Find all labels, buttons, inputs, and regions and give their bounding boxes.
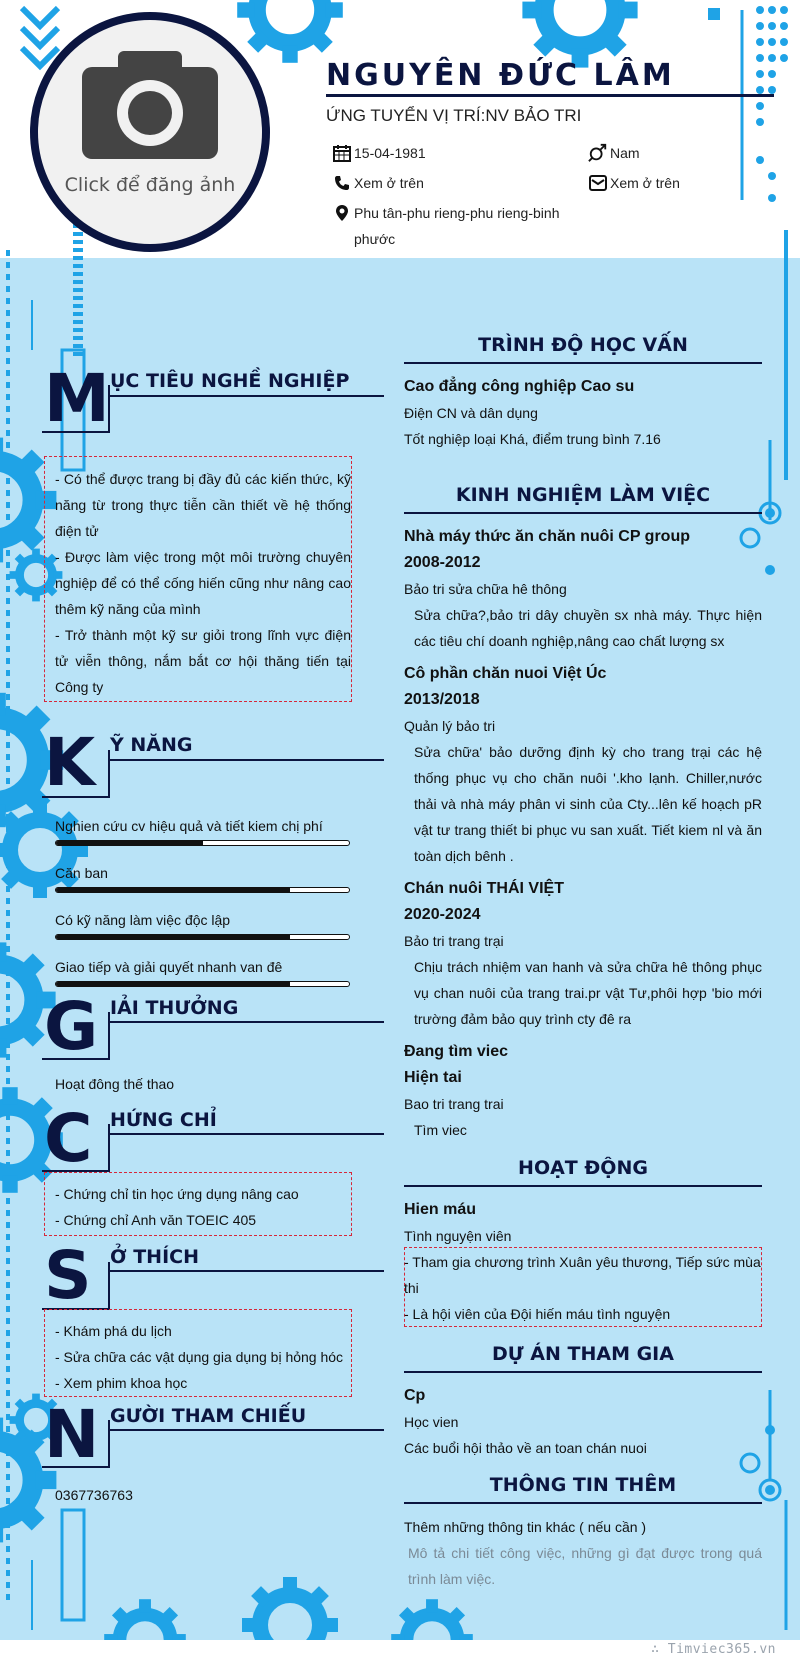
certificates-rule (110, 1133, 384, 1135)
job-company: Chán nuôi THÁI VIỆT (404, 880, 564, 897)
experience-job (404, 524, 762, 654)
skill-name: Căn ban (55, 865, 108, 881)
activities-title: HOẠT ĐỘNG (518, 1157, 648, 1179)
location-pin-icon (332, 200, 352, 226)
avatar-upload[interactable] (30, 12, 270, 252)
birthday-row (332, 140, 426, 166)
awards-initial: G (44, 988, 99, 1065)
name-divider (326, 94, 774, 97)
experience-job (404, 1039, 762, 1143)
skills-initial: K (44, 724, 96, 801)
project-name: Cp (404, 1387, 426, 1404)
objective-rule (110, 395, 384, 397)
projects-block (404, 1383, 762, 1461)
job-description: Sửa chữa?,bảo tri dây chuyền sx nhà máy. Thực hiện các tiêu chí doanh nghiệp,nâng cao chất lượng sx (414, 607, 762, 649)
skill-bar-fill (56, 841, 203, 845)
extra-info-block (404, 1514, 762, 1592)
job-role: Bảo tri sửa chữa hê thông (404, 581, 567, 597)
hobbies-title: Ở THÍCH (110, 1246, 199, 1268)
project-description: Các buổi hội thảo về an toan chán nuoi (404, 1440, 647, 1456)
address-row (332, 200, 572, 252)
education-school: Cao đẳng công nghiệp Cao su (404, 378, 635, 395)
certificates-text (55, 1181, 299, 1233)
activities-block (404, 1197, 762, 1249)
certificate-line: - Chứng chỉ Anh văn TOEIC 405 (55, 1212, 257, 1228)
project-role: Học vien (404, 1414, 459, 1430)
activities-rule (404, 1185, 762, 1187)
objective-initial: M (44, 360, 110, 437)
education-title: TRÌNH ĐỘ HỌC VẤN (478, 334, 688, 356)
job-period: Hiện tai (404, 1069, 462, 1086)
objective-text (55, 466, 351, 700)
job-role: Quản lý bảo tri (404, 718, 496, 734)
phone-icon (332, 170, 352, 196)
certificate-line: - Chứng chỉ tin học ứng dụng nâng cao (55, 1186, 299, 1202)
skill-name: Có kỹ năng làm việc độc lập (55, 912, 231, 928)
job-role: Bao tri trang trai (404, 1096, 504, 1112)
job-company: Nhà máy thức ăn chăn nuôi CP group (404, 528, 690, 545)
job-description: Sửa chữa' bảo dưỡng định kỳ cho trang trại các hệ thống phục vụ cho chăn nuôi '.kho lạnh. Chiller,nước thải và nhà máy phân vi sinh của Cty...lên kế hoạch pR vật tư trang thiết bi phục vu san xuất. Tiết kiem nl và ăn toàn dịch bênh . (414, 744, 762, 864)
skills-rule (110, 759, 384, 761)
references-text: 0367736763 (55, 1487, 133, 1503)
skill-item (55, 818, 350, 846)
hobbies-initial: S (44, 1237, 92, 1314)
job-company: Cô phần chăn nuoi Việt Úc (404, 665, 607, 682)
job-role: Bảo tri trang trại (404, 933, 504, 949)
job-description: Tìm viec (414, 1122, 467, 1138)
birthday-value: 15-04-1981 (354, 145, 426, 161)
skill-bar-fill (56, 982, 290, 986)
hobbies-text (55, 1318, 343, 1396)
education-rule (404, 362, 762, 364)
gender-value: Nam (610, 145, 640, 161)
skill-bar-fill (56, 935, 290, 939)
activity-line: - Là hội viên của Đội hiến máu tình nguyện (404, 1306, 671, 1322)
certificates-title: HỨNG CHỈ (110, 1109, 217, 1131)
extra-info-line: Thêm những thông tin khác ( nếu cần ) (404, 1519, 647, 1535)
skill-bar (55, 840, 350, 846)
candidate-name: NGUYÊN ĐỨC LÂM (326, 58, 675, 93)
calendar-icon (332, 140, 352, 166)
skill-item (55, 865, 350, 893)
education-major: Điện CN và dân dụng (404, 405, 538, 421)
awards-rule (110, 1021, 384, 1023)
skill-bar (55, 981, 350, 987)
objective-line: - Trở thành một kỹ sư giỏi trong lĩnh vực điện tử viễn thông, nắm bắt cơ hội thăng tiến tại Công ty (55, 627, 351, 695)
skills-title: Ỹ NĂNG (110, 734, 193, 756)
activity-role: Tình nguyện viên (404, 1228, 512, 1244)
applied-position: ỨNG TUYỂN VỊ TRÍ:NV BẢO TRI (326, 106, 582, 125)
references-rule (110, 1429, 384, 1431)
job-period: 2020-2024 (404, 906, 481, 923)
hobby-line: - Sửa chữa các vật dụng gia dụng bị hỏng hóc (55, 1349, 344, 1365)
job-period: 2013/2018 (404, 691, 480, 708)
awards-title: IẢI THƯỞNG (110, 997, 239, 1019)
gender-row (588, 140, 640, 166)
activities-lines (404, 1249, 762, 1327)
hobby-line: - Xem phim khoa học (55, 1375, 188, 1391)
experience-rule (404, 512, 762, 514)
avatar-upload-label: Click để đăng ảnh (64, 173, 236, 196)
site-watermark: ∴ Timviec365.vn (651, 1642, 776, 1657)
job-period: 2008-2012 (404, 554, 481, 571)
phone-value: Xem ở trên (354, 175, 424, 191)
email-row (588, 170, 680, 196)
experience-title: KINH NGHIỆM LÀM VIỆC (455, 484, 711, 506)
activity-line: - Tham gia chương trình Xuân yêu thương, Tiếp sức mùa thi (404, 1254, 761, 1296)
extra-info-hint: Mô tả chi tiết công việc, những gì đạt được trong quá trình làm việc. (408, 1545, 762, 1587)
skill-name: Nghien cứu cv hiệu quả và tiết kiem chị phí (55, 818, 323, 834)
references-initial: N (44, 1396, 100, 1473)
objective-line: - Được làm việc trong một môi trường chuyên nghiệp để có thể cống hiến cũng như nâng cao thêm kỹ năng của mình (55, 549, 351, 617)
gender-icon (588, 140, 608, 166)
skill-bar (55, 934, 350, 940)
job-description: Chịu trách nhiệm van hanh và sửa chữa hê thông phục vụ chan nuôi của trang trai.pr vật Tư,phôi hợp 'bio mới trường đảm bảo quy trình cty đê ra (414, 959, 762, 1027)
envelope-icon (588, 170, 608, 196)
objective-title: ỤC TIÊU NGHỀ NGHIỆP (110, 370, 350, 392)
projects-title: DỰ ÁN THAM GIA (492, 1343, 674, 1365)
education-block (404, 374, 762, 452)
activity-name: Hien máu (404, 1201, 477, 1218)
job-company: Đang tìm viec (404, 1043, 509, 1060)
camera-icon (82, 49, 218, 164)
skill-bar-fill (56, 888, 290, 892)
email-value: Xem ở trên (610, 175, 680, 191)
phone-row (332, 170, 424, 196)
skill-name: Giao tiếp và giải quyết nhanh van đê (55, 959, 283, 975)
extra-info-title: THÔNG TIN THÊM (489, 1474, 677, 1496)
education-result: Tốt nghiệp loại Khá, điểm trung bình 7.16 (404, 431, 661, 447)
address-value: Phu tân-phu rieng-phu rieng-binh phước (354, 205, 560, 247)
skill-item (55, 912, 350, 940)
awards-text: Hoạt đông thế thao (55, 1076, 175, 1092)
hobbies-rule (110, 1270, 384, 1272)
skill-bar (55, 887, 350, 893)
objective-line: - Có thể được trang bị đầy đủ các kiến thức, kỹ năng từ trong thực tiễn cần thiết về hệ thống điện tử (55, 471, 351, 539)
projects-rule (404, 1371, 762, 1373)
certificates-initial: C (44, 1100, 93, 1177)
references-title: GƯỜI THAM CHIẾU (110, 1405, 307, 1427)
extra-info-rule (404, 1502, 762, 1504)
experience-job (404, 661, 762, 869)
hobby-line: - Khám phá du lịch (55, 1323, 172, 1339)
experience-job (404, 876, 762, 1032)
skill-item (55, 959, 350, 987)
